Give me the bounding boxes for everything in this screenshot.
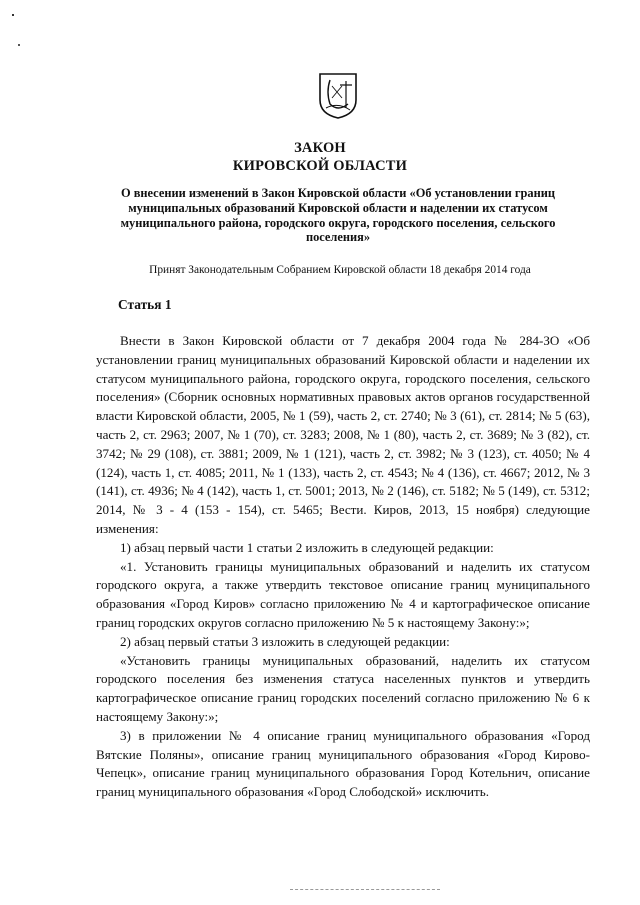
paragraph: Внести в Закон Кировской области от 7 декабря 2004 года № 284-ЗО «Об установлении границ муниципальных образований Кировской области и наделении их статусом муниципального района, городского округа, городского поселения, сельского поселения» (Сборник основных нормативных правовых актов органов государственной власти Кировской области, 2005, № 1 (59), часть 2, ст. 2740; № 3 (61), ст. 2814; № 5 (63), часть 2, ст. 2963; 2007, № 1 (70), ст. 3283; 2008, № 1 (80), часть 2, ст. 3689; № 3 (82), ст. 3742; № 29 (108), ст. 3881; 2009, № 1 (121), часть 2, ст. 3982; № 3 (123), ст. 4050; № 4 (124), часть 1, ст. 4085; 2011, № 1 (133), часть 2, ст. 4543; № 4 (136), ст. 4667; 2012, № 3 (141), ст. 4936; № 4 (142), часть 1, ст. 5001; 2013, № 2 (146), ст. 5182; № 5 (149), ст. 5312; 2014, № 3 - 4 (153 - 154), ст. 5465; Вести. Киров, 2013, 15 ноября) следующие изменения: — [96, 333, 590, 536]
paragraph: 3) в приложении № 4 описание границ муниципального образования «Город Вятские Поляны», описание границ муниципального образования «Город Кирово-Чепецк», описание границ муниципального образования Город Котельнич, описание границ муниципального образования «Город Слободской» исключить. — [96, 727, 590, 800]
article-heading: Статья 1 — [118, 297, 172, 312]
paragraph: «1. Установить границы муниципальных образований и наделить их статусом городского округа, а также утвердить текстовое описание границ муниципального образования «Город Киров» согласно приложению № 4 и картографическое описание границ городских округов согласно приложению № 5 к настоящему Закону:»; — [96, 558, 590, 630]
scan-mark — [18, 44, 20, 46]
law-title: ЗАКОН — [294, 140, 346, 156]
paragraph: 2) абзац первый статьи 3 изложить в следующей редакции: — [120, 633, 450, 649]
scan-edge-line — [290, 889, 440, 890]
paragraph: «Установить границы муниципальных образований, наделить их статусом городского поселения без изменения статуса населенных пунктов и утвердить картографическое описание границ городских поселений согласно приложению № 6 к настоящему Закону:»; — [96, 652, 590, 724]
paragraph: 1) абзац первый части 1 статьи 2 изложить в следующей редакции: — [120, 539, 494, 555]
coat-of-arms-icon — [318, 72, 358, 120]
scan-mark — [12, 14, 14, 16]
law-subtitle: О внесении изменений в Закон Кировской области «Об установлении границ муниципальных образований Кировской области и наделении их статусом муниципального района, городского округа, городского поселения, сельского поселения» — [120, 186, 556, 245]
region-title: КИРОВСКОЙ ОБЛАСТИ — [232, 158, 408, 174]
adoption-line: Принят Законодательным Собранием Кировской области 18 декабря 2014 года — [149, 264, 531, 276]
article-body — [96, 332, 590, 802]
